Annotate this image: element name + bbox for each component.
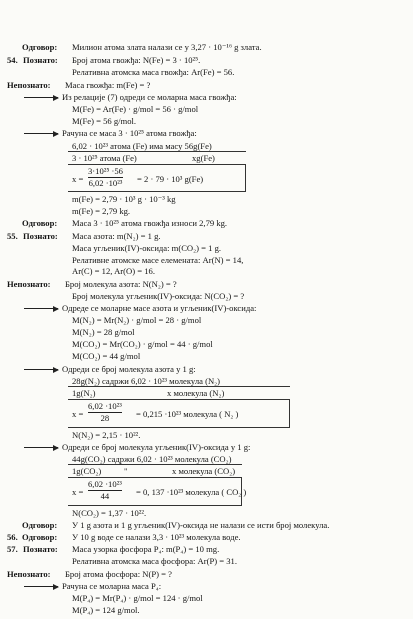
equation: M(P₄) = 124 g/mol. [72, 605, 140, 615]
step-text: Рачуна се маса 3 · 10²⁵ атома гвожђа: [62, 128, 197, 138]
fraction-numerator: 6,02 ·10²³ [88, 401, 122, 411]
given-line: Број атома гвожђа: N(Fe) = 3 · 10²⁵. [72, 55, 201, 65]
equation: M(CO₂) = Mr(CO₂) · g/mol = 44 · g/mol [72, 339, 213, 349]
table-rule [68, 151, 246, 152]
unknown-line: Број молекула угљеник(IV)-оксида: N(CO₂) = ? [72, 291, 245, 301]
calc-lhs: x = [72, 487, 84, 497]
table-rule [68, 164, 246, 165]
arrow-icon [24, 369, 58, 370]
unknown-label: Непознато: [7, 80, 51, 90]
unknown-label: Непознато: [7, 569, 51, 579]
arrow-icon [24, 447, 58, 448]
answer-label: Одговор: [22, 532, 58, 542]
table-rule [68, 399, 290, 400]
equation: M(N₂) = Mr(N₂) · g/mol = 28 · g/mol [72, 315, 202, 325]
proportion-row: x молекула (N₂) [167, 388, 225, 398]
calc-lhs: x = [72, 174, 84, 184]
exercise-number: 56. [7, 532, 18, 542]
calc-rhs: = 0,215 ·10²³ молекула ( N₂ ) [136, 409, 239, 419]
table-rule [68, 464, 242, 465]
fraction-denominator: 28 [100, 412, 110, 423]
equation: M(P₄) = Mr(P₄) · g/mol = 124 · g/mol [72, 593, 203, 603]
table-rule [245, 164, 246, 191]
given-line: Релативна атомска маса фосфора: Ar(P) = 31. [72, 556, 238, 566]
proportion-row: x молекула (CO₂) [172, 466, 236, 476]
step-text: Одреди се број молекула азота у 1 g: [62, 364, 196, 374]
fraction-denominator: 6,02 ·10²³ [88, 177, 123, 188]
equation: M(Fe) = 56 g/mol. [72, 116, 137, 126]
table-rule [68, 477, 242, 478]
step-text: Одреде се моларне масе азота и угљеник(IV)-оксида: [62, 303, 257, 313]
arrow-icon [24, 308, 58, 309]
answer-label: Одговор: [22, 520, 58, 530]
answer-label: Одговор: [22, 218, 58, 228]
calc-lhs: x = [72, 409, 84, 419]
proportion-row: 3 · 10²⁵ атома (Fe) [72, 153, 137, 163]
unknown-line: Маса гвожђа: m(Fe) = ? [65, 80, 151, 90]
step-text: Рачуна се моларна маса P₄: [62, 581, 162, 591]
proportion-row: 1g(CO₂) [72, 466, 102, 476]
equation: M(Fe) = Ar(Fe) · g/mol = 56 · g/mol [72, 104, 199, 114]
arrow-icon [24, 586, 58, 587]
fraction-numerator: 6,02 ·10²³ [88, 479, 122, 489]
proportion-row: 6,02 · 10²³ атома (Fe) има масу 56g(Fe) [72, 141, 212, 151]
step-text: Из релације (7) одреди се моларна маса гвожђа: [62, 92, 237, 102]
answer-text: У 10 g воде се налази 3,3 · 10²³ молекула воде. [72, 532, 241, 542]
arrow-icon [24, 97, 58, 98]
proportion-row: xg(Fe) [192, 153, 215, 163]
given-line: Релативна атомска маса гвожђа: Ar(Fe) = 56. [72, 67, 235, 77]
given-label: Познато: [23, 55, 58, 65]
proportion-row: 44g(CO₂) садржи 6,02 · 10²³ молекула (CO₂) [72, 454, 232, 464]
table-rule [68, 505, 242, 506]
result-line: N(CO₂) = 1,37 · 10²². [72, 508, 147, 518]
result-line: m(Fe) = 2,79 · 10³ g · 10⁻³ kg [72, 194, 176, 204]
ditto-mark: " [124, 466, 128, 476]
table-rule [68, 386, 290, 387]
table-rule [68, 191, 246, 192]
given-label: Познато: [23, 544, 58, 554]
proportion-row: 1g(N₂) [72, 388, 96, 398]
given-line: Релативне атомске масе елемената: Ar(N) = 14, [72, 255, 244, 265]
answer-label: Одговор: [22, 42, 58, 52]
fraction [88, 167, 123, 187]
step-text: Одреди се број молекула угљеник(IV)-оксида у 1 g: [62, 442, 251, 452]
unknown-label: Непознато: [7, 279, 51, 289]
fraction-denominator: 44 [100, 490, 110, 501]
arrow-icon [24, 133, 58, 134]
given-line: Ar(C) = 12, Ar(O) = 16. [72, 266, 155, 276]
given-line: Маса узорка фосфора P₄: m(P₄) = 10 mg. [72, 544, 220, 554]
equation: M(N₂) = 28 g/mol [72, 327, 135, 337]
unknown-line: Број атома фосфора: N(P) = ? [65, 569, 172, 579]
fraction [88, 480, 122, 500]
fraction [88, 402, 122, 422]
given-line: Маса азота: m(N₂) = 1 g. [72, 231, 161, 241]
table-rule [289, 399, 290, 427]
unknown-line: Број молекула азота: N(N₂) = ? [65, 279, 177, 289]
given-line: Маса угљеник(IV)-оксида: m(CO₂) = 1 g. [72, 243, 222, 253]
calc-rhs: = 0, 137 ·10²³ молекула ( CO₂ ) [136, 487, 247, 497]
answer-text: Маса 3 · 10²⁵ атома гвожђа износи 2,79 kg. [72, 218, 228, 228]
given-label: Познато: [23, 231, 58, 241]
proportion-row: 28g(N₂) садржи 6,02 · 10²³ молекула (N₂) [72, 376, 221, 386]
exercise-number: 57. [7, 544, 18, 554]
result-line: m(Fe) = 2,79 kg. [72, 206, 131, 216]
answer-text: У 1 g азота и 1 g угљеник(IV)-оксида не налази се исти број молекула. [72, 520, 330, 530]
calc-rhs: = 2 · 79 · 10³ g(Fe) [137, 174, 204, 184]
exercise-number: 54. [7, 55, 18, 65]
fraction-numerator: 3·10²⁵ ·56 [88, 166, 123, 176]
result-line: N(N₂) = 2,15 · 10²². [72, 430, 141, 440]
exercise-number: 55. [7, 231, 18, 241]
equation: M(CO₂) = 44 g/mol [72, 351, 141, 361]
answer-text: Милион атома злата налази се у 3,27 · 10⁻¹⁶ g злата. [72, 42, 262, 52]
table-rule [68, 427, 290, 428]
